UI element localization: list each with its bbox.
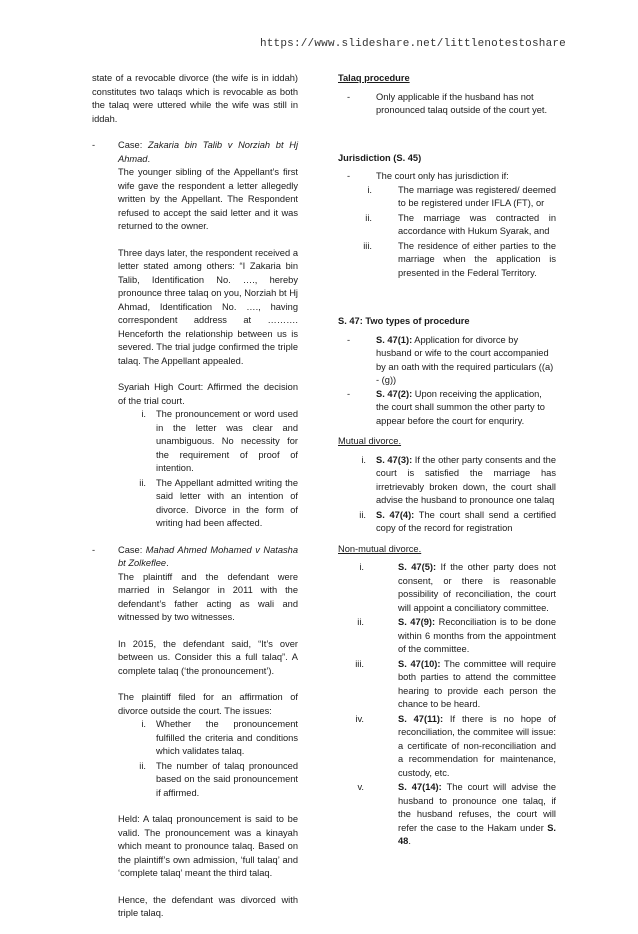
intro-paragraph: state of a revocable divorce (the wife is in iddah) constitutes two talaqs which is revocable as both the talaq were uttered while the wife was still in iddah. [92, 73, 298, 124]
case-name: Mahad Ahmed Mohamed v Natasha bt Zolkeflee [118, 544, 298, 568]
list-item: iv. S. 47(11): If there is no hope of reconciliation, the commitee will issue: a certificate of non-reconciliation and a recommendation for maintenance, custody, etc. [355, 713, 556, 778]
case-mahad [92, 544, 298, 921]
list-item: ii. The number of talaq pronounced based on the said pronouncement if affirmed. [139, 760, 298, 798]
list-item: iii. The residence of either parties to the marriage when the application is presented in the Federal Territory. [363, 240, 556, 278]
heading-talaq-procedure: Talaq procedure [338, 73, 410, 83]
list-item: v. S. 47(14): The court will advise the husband to pronounce one talaq, if the husband refuses, the court will refer the case to the Hakam under S. 48. [357, 782, 556, 846]
case-title: Case: Zakaria bin Talib v Norziah bt Hj Ahmad. [118, 140, 299, 164]
list-item: i. S. 47(5): If the other party does not consent, or there is reasonable possibility of reconciliation, the court will appoint a conciliatory committee. [359, 562, 557, 613]
list-item: ii. The Appellant admitted writing the said letter with an intention of divorce. Divorce in the form of writing had been affected. [139, 477, 298, 528]
list-item: - S. 47(2): Upon receiving the application, the court shall summon the other party to appear before the court for enquriry. [347, 388, 545, 426]
list-item: i. The marriage was registered/ deemed to be registered under IFLA (FT), or [367, 184, 556, 208]
dash-marker: - [92, 544, 96, 555]
list-item: i. Whether the pronouncement fulfilled the criteria and conditions which validates talaq. [141, 719, 298, 756]
heading-s47: S. 47: Two types of procedure [338, 316, 470, 326]
case-paragraph: The plaintiff filed for an affirmation of divorce outside the court. The issues: [118, 692, 298, 716]
held-paragraph: Held: A talaq pronouncement is said to be valid. The pronouncement was a kinayah which meant to pronounce talaq. Based on the plaintiff’s own admission, ‘full talaq’ and ‘complete talaq’ meant the third talaq. [118, 814, 298, 878]
case-paragraph: Syariah High Court: Affirmed the decision of the trial court. [118, 382, 298, 406]
case-facts: The plaintiff and the defendant were married in Selangor in 2011 with the defendant’s father acting as wali and witnessed by two witnesses. [118, 571, 298, 622]
list-item: - Only applicable if the husband has not pronounced talaq outside of the court yet. [347, 91, 548, 115]
left-column [92, 72, 298, 934]
case-zakaria [92, 139, 298, 531]
conclusion-paragraph: Hence, the defendant was divorced with triple talaq. [118, 894, 298, 918]
list-item: ii. S. 47(9): Reconciliation is to be done within 6 months from the appointment of the committee. [357, 617, 556, 654]
dash-marker: - [92, 140, 96, 150]
heading-jurisdiction: Jurisdiction (S. 45) [338, 152, 422, 163]
list-item: i. S. 47(3): If the other party consents and the court is satisfied the marriage has irretrievably broken down, the court shall advise the husband to pronounce one talaq [361, 454, 556, 505]
heading-non-mutual-divorce: Non-mutual divorce. [338, 543, 422, 554]
case-title: Case: Mahad Ahmed Mohamed v Natasha bt Zolkeflee. [118, 544, 298, 568]
heading-mutual-divorce: Mutual divorce. [338, 436, 402, 446]
source-url[interactable]: https://www.slideshare.net/littlenotestoshare [259, 38, 566, 50]
case-paragraph: In 2015, the defendant said, “It’s over between us. Consider this a full talaq”. A complete talaq (‘the pronouncement’). [118, 638, 298, 676]
list-item: iii. S. 47(10): The committee will require both parties to attend the committee hearing to provide each person the chance to be heard. [355, 658, 556, 709]
case-facts: The younger sibling of the Appellant’s first wife gave the respondent a letter allegedly written by the Appellant. The Respondent refused to accept the said letter and it was returned to the owner. [118, 167, 298, 231]
list-item: - The court only has jurisdiction if: [347, 171, 509, 181]
list-item: ii. S. 47(4): The court shall send a certified copy of the record for registration [359, 509, 556, 533]
case-paragraph: Three days later, the respondent received a letter stated among others: “I Zakaria bin Talib, Identification No. …., hereby pronounce three talaq on you, Norziah bt Hj Ahmad, Identification No. …., having correspondent address at ………. Henceforth the relationship between us is severed. The trial judge confirmed the triple talaq. The Appellant appealed. [118, 247, 298, 366]
list-item: i. The pronouncement or word used in the letter was clear and unambiguous. No necessity for the requirement of proof of intention. [141, 409, 298, 473]
list-item: - S. 47(1): Application for divorce by husband or wife to the court accompanied by an oath with the required particulars ((a) - (g)) [347, 334, 554, 385]
right-column [338, 72, 556, 850]
case-name: Zakaria bin Talib v Norziah bt Hj Ahmad [118, 140, 299, 164]
list-item: ii. The marriage was contracted in accordance with Hukum Syarak, and [365, 212, 556, 236]
